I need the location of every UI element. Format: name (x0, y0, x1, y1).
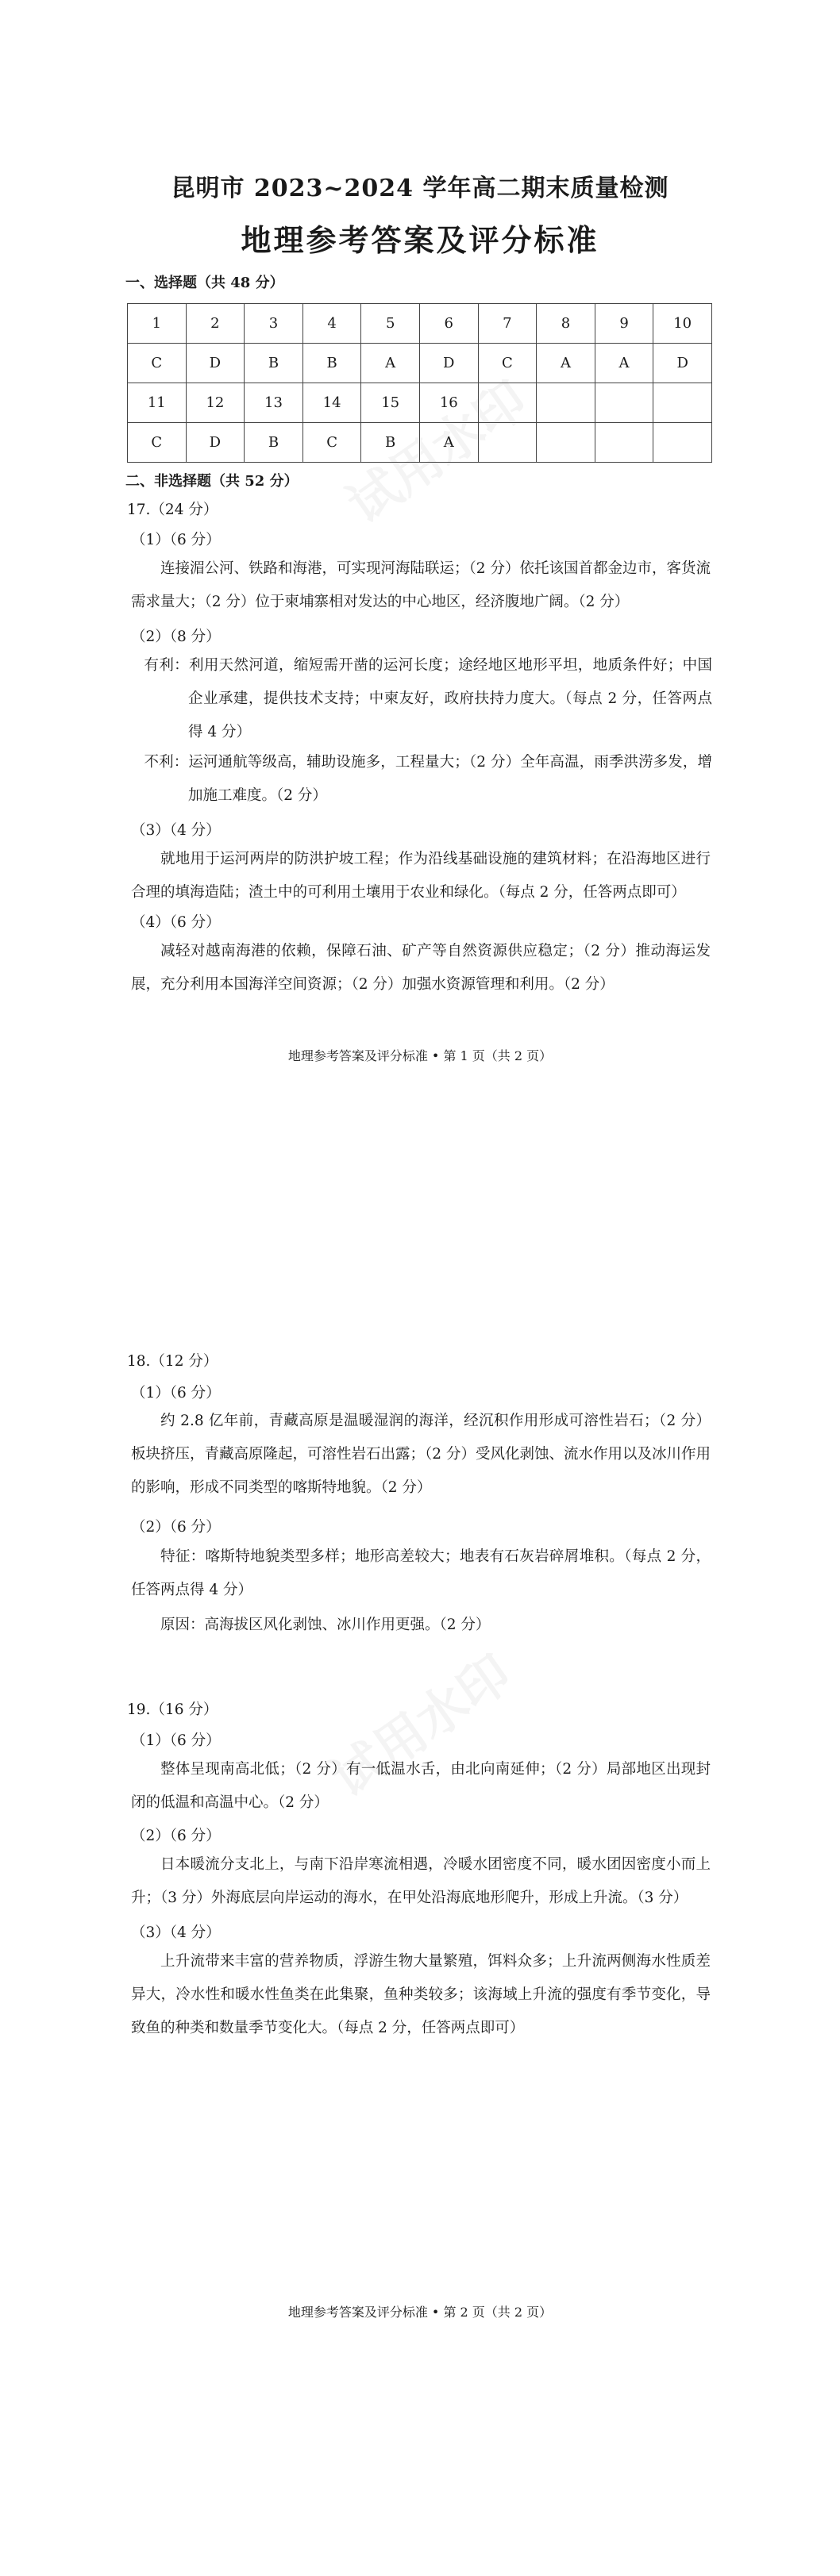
q17-part2-heading: （2）（8 分） (131, 629, 221, 645)
answer-table (127, 303, 712, 463)
table-cell: C (478, 344, 537, 383)
page-title: 地理参考答案及评分标准 (241, 222, 599, 258)
table-cell: C (128, 423, 187, 463)
table-cell: 4 (302, 304, 361, 344)
q19-part1-text: 整体呈现南高北低；（2 分）有一低温水舌，由北向南延伸；（2 分）局部地区出现封闭的低温和高温中心。（2 分） (131, 1761, 711, 1811)
q17-part1-text: 连接湄公河、铁路和海港，可实现河海陆联运；（2 分）依托该国首都金边市，客货流需求量大；（2 分）位于柬埔寨相对发达的中心地区，经济腹地广阔。（2 分） (131, 560, 711, 610)
q18-part1-text: 约 2.8 亿年前，青藏高原是温暖湿润的海洋，经沉积作用形成可溶性岩石；（2 分）板块挤压，青藏高原隆起，可溶性岩石出露；（2 分）受风化剥蚀、流水作用以及冰川作用的影响，形成不同类型的喀斯特地貌。（2 分） (131, 1413, 711, 1496)
q18-part2-reason: 原因：高海拔区风化剥蚀、冰川作用更强。（2 分） (160, 1617, 491, 1633)
table-cell: D (653, 344, 712, 383)
q17-part4-heading: （4）（6 分） (131, 914, 221, 931)
q18-part2-heading: （2）（6 分） (131, 1519, 221, 1536)
section-nonchoice-label: 二、非选择题（共 52 分） (125, 473, 299, 490)
table-cell (653, 383, 712, 423)
table-cell: A (537, 344, 595, 383)
table-cell: 2 (186, 304, 245, 344)
section-choice-label: 一、选择题（共 48 分） (125, 275, 284, 291)
q17-part2-advantages: 有利：利用天然河道，缩短需开凿的运河长度；途经地区地形平坦，地质条件好；中国企业承建，提供技术支持；中柬友好，政府扶持力度大。（每点 2 分，任答两点得 4 分） (144, 657, 712, 740)
table-cell (537, 423, 595, 463)
q19-part1-heading: （1）（6 分） (131, 1732, 221, 1749)
table-cell: B (361, 423, 420, 463)
table-cell: D (186, 344, 245, 383)
q17-part3-heading: （3）（4 分） (131, 822, 221, 839)
exam-title: 昆明市 2023~2024 学年高二期末质量检测 (171, 175, 669, 202)
table-cell (653, 423, 712, 463)
q17-part1-heading: （1）（6 分） (131, 532, 221, 548)
page-footer: 地理参考答案及评分标准 • 第 1 页（共 2 页） (287, 1048, 553, 1063)
q17-heading: 17.（24 分） (127, 502, 218, 518)
table-cell: 14 (302, 383, 361, 423)
q17-part2-disadvantages: 不利：运河通航等级高，辅助设施多，工程量大；（2 分）全年高温，雨季洪涝多发，增加施工难度。（2 分） (144, 754, 712, 804)
table-row (128, 383, 712, 423)
q19-part2-heading: （2）（6 分） (131, 1828, 221, 1844)
q19-part2-text: 日本暖流分支北上，与南下沿岸寒流相遇，冷暖水团密度不同，暖水团因密度小而上升；（3 分）外海底层向岸运动的海水，在甲处沿海底地形爬升，形成上升流。（3 分） (131, 1856, 711, 1906)
page-footer: 地理参考答案及评分标准 • 第 2 页（共 2 页） (287, 2305, 553, 2320)
table-cell: A (361, 344, 420, 383)
q18-part2-feature: 特征：喀斯特地貌类型多样；地形高差较大；地表有石灰岩碎屑堆积。（每点 2 分，任答两点得 4 分） (131, 1548, 711, 1598)
table-cell: B (245, 423, 303, 463)
table-cell (595, 423, 653, 463)
q19-part3-heading: （3）（4 分） (131, 1924, 221, 1941)
table-cell: C (302, 423, 361, 463)
q18-heading: 18.（12 分） (127, 1353, 218, 1370)
q17-part4-text: 减轻对越南海港的依赖，保障石油、矿产等自然资源供应稳定；（2 分）推动海运发展，充分利用本国海洋空间资源；（2 分）加强水资源管理和利用。（2 分） (131, 943, 711, 993)
table-cell: B (245, 344, 303, 383)
table-cell: A (419, 423, 478, 463)
q18-part1-heading: （1）（6 分） (131, 1385, 221, 1401)
table-cell: 5 (361, 304, 420, 344)
table-cell: A (595, 344, 653, 383)
table-cell (595, 383, 653, 423)
table-cell: 13 (245, 383, 303, 423)
page-2 (0, 1313, 840, 2576)
q19-part3-text: 上升流带来丰富的营养物质，浮游生物大量繁殖，饵料众多；上升流两侧海水性质差异大，冷水性和暖水性鱼类在此集聚，鱼种类较多；该海域上升流的强度有季节变化，导致鱼的种类和数量季节变化大。（每点 2 分，任答两点即可） (131, 1953, 711, 2036)
table-cell: 16 (419, 383, 478, 423)
table-cell (478, 423, 537, 463)
table-cell: 10 (653, 304, 712, 344)
table-cell: D (419, 344, 478, 383)
table-cell: 3 (245, 304, 303, 344)
q19-heading: 19.（16 分） (127, 1701, 218, 1718)
table-row (128, 344, 712, 383)
page-1 (0, 0, 840, 1111)
table-cell: 15 (361, 383, 420, 423)
table-cell: C (128, 344, 187, 383)
table-cell: 1 (128, 304, 187, 344)
q17-part3-text: 就地用于运河两岸的防洪护坡工程；作为沿线基础设施的建筑材料；在沿海地区进行合理的填海造陆；渣土中的可利用土壤用于农业和绿化。（每点 2 分，任答两点即可） (131, 851, 711, 901)
table-cell (537, 383, 595, 423)
table-cell: 7 (478, 304, 537, 344)
table-cell (478, 383, 537, 423)
table-cell: 12 (186, 383, 245, 423)
table-row (128, 423, 712, 463)
table-cell: D (186, 423, 245, 463)
table-cell: B (302, 344, 361, 383)
table-cell: 11 (128, 383, 187, 423)
table-cell: 8 (537, 304, 595, 344)
table-cell: 6 (419, 304, 478, 344)
table-cell: 9 (595, 304, 653, 344)
table-row (128, 304, 712, 344)
